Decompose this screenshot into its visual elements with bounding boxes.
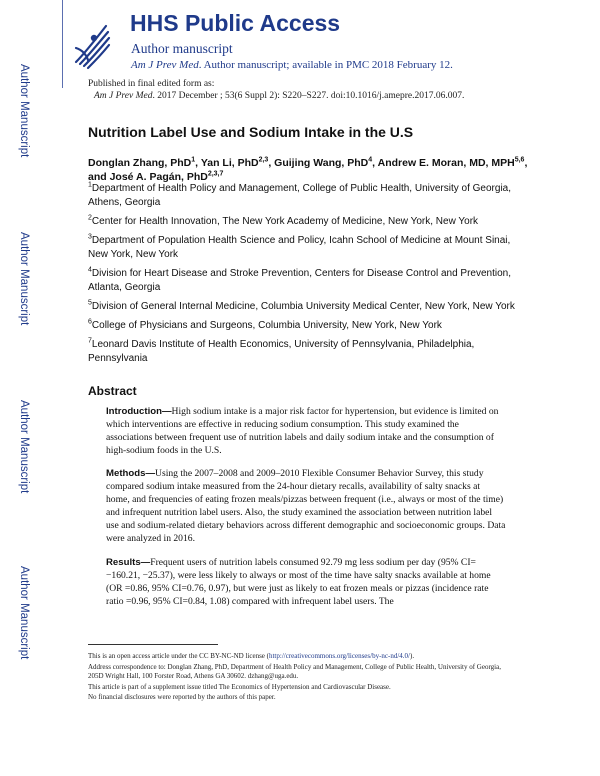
author-manuscript-margin-label: Author Manuscript bbox=[18, 566, 30, 660]
published-volume-doi: . 2017 December ; 53(6 Suppl 2): S220–S227. doi:10.1016/j.amepre.2017.06.007. bbox=[152, 91, 465, 101]
published-label: Published in final edited form as: bbox=[88, 79, 215, 89]
published-citation bbox=[88, 78, 464, 102]
author-affiliation-sup: 4 bbox=[368, 156, 373, 164]
author: Yan Li, PhD bbox=[200, 157, 259, 169]
affiliation-text: Center for Health Innovation, The New York Academy of Medicine, New York, New York bbox=[91, 216, 479, 227]
affiliation-number: 7 bbox=[88, 337, 92, 345]
author-affiliation-sup: 2,3,7 bbox=[207, 170, 224, 178]
license-note bbox=[88, 652, 508, 662]
published-details bbox=[88, 90, 464, 102]
supplement-note: This article is part of a supplement issue titled The Economics of Hypertension and Cardiovascular Disease. bbox=[88, 682, 391, 691]
affiliation-number: 2 bbox=[88, 214, 92, 222]
author-manuscript-margin-label: Author Manuscript bbox=[18, 64, 30, 158]
abstract-heading: Abstract bbox=[88, 384, 137, 398]
author: José A. Pagán, PhD bbox=[109, 171, 208, 183]
author-manuscript-margin-label: Author Manuscript bbox=[18, 232, 30, 326]
citation-rest: . Author manuscript; available in PMC 2018 February 12. bbox=[198, 59, 453, 71]
affiliation-number: 5 bbox=[88, 299, 92, 307]
affiliation-text: Leonard Davis Institute of Health Economics, University of Pennsylvania, Philadelphia, Pennsylvania bbox=[88, 339, 475, 364]
affiliation bbox=[88, 267, 528, 295]
affiliation-text: College of Physicians and Surgeons, Columbia University, New York, New York bbox=[91, 320, 442, 331]
license-text: This is an open access article under the CC BY-NC-ND license ( bbox=[88, 652, 269, 660]
disclosure-note: No financial disclosures were reported by the authors of this paper. bbox=[88, 693, 276, 702]
affiliation bbox=[88, 338, 528, 366]
journal-abbrev: Am J Prev Med bbox=[131, 59, 199, 71]
abstract-methods bbox=[106, 467, 506, 545]
manuscript-type: Author manuscript bbox=[131, 41, 233, 56]
affiliation-text: Department of Health Policy and Management, College of Public Health, University of Georgia, Athens, Georgia bbox=[88, 183, 512, 208]
publication-banner-title: HHS Public Access bbox=[130, 10, 341, 36]
affiliation-number: 4 bbox=[88, 266, 92, 274]
left-margin bbox=[0, 0, 64, 776]
author-separator: , bbox=[195, 157, 201, 169]
footnotes bbox=[88, 652, 508, 704]
correspondence-note: Address correspondence to: Donglan Zhang, PhD, Department of Health Policy and Management, College of Public Health, University of Georgia, 205D Wright Hall, 100 Forster Road, Athens GA 30602. dzhang@uga.edu. bbox=[88, 662, 501, 681]
author-separator: , bbox=[268, 157, 275, 169]
author-list bbox=[88, 156, 528, 184]
license-text-end: ). bbox=[410, 652, 415, 660]
affiliation-list bbox=[88, 182, 528, 371]
affiliation bbox=[88, 234, 528, 262]
footnote-divider bbox=[88, 644, 218, 645]
author-separator: , bbox=[372, 157, 378, 169]
affiliation bbox=[88, 215, 528, 229]
author: Andrew E. Moran, MD, MPH bbox=[377, 157, 515, 169]
author-separator: , and bbox=[88, 157, 528, 183]
affiliation-text: Division for Heart Disease and Stroke Prevention, Centers for Disease Control and Prevention, Atlanta, Georgia bbox=[88, 268, 511, 293]
abstract-results bbox=[106, 556, 506, 608]
introduction-label: Introduction— bbox=[106, 406, 172, 417]
introduction-text: High sodium intake is a major risk factor for hypertension, but evidence is limited on which interventions are effective in reducing sodium consumption. This study examined the associations between frequent use of nutrition labels and daily sodium intake and the consumption of high-sodium foods in the U.S. bbox=[106, 406, 499, 456]
author-manuscript-margin-label: Author Manuscript bbox=[18, 400, 30, 494]
author-affiliation-sup: 5,6 bbox=[514, 156, 525, 164]
methods-text: Using the 2007–2008 and 2009–2010 Flexible Consumer Behavior Survey, this study compared sodium intake measured from the 24-hour dietary recalls, availability of salty snacks at home, and frequencies of eating frozen meals/pizzas between frequent (i.e., always or most of the time) and infrequent nutrition label users. Also, the study examined the association between nutrition label use and sodium-related dietary behaviors across different demographic and socioeconomic groups. Data were analyzed in 2016. bbox=[106, 468, 506, 544]
affiliation-text: Division of General Internal Medicine, Columbia University Medical Center, New York, New York bbox=[91, 301, 515, 312]
availability-citation bbox=[131, 59, 453, 71]
hhs-eagle-logo-icon bbox=[72, 18, 112, 70]
header-divider bbox=[62, 0, 63, 88]
affiliation-number: 1 bbox=[88, 181, 92, 189]
affiliation-text: Department of Population Health Science and Policy, Icahn School of Medicine at Mount Sinai, New York, New York bbox=[88, 235, 511, 260]
article-title: Nutrition Label Use and Sodium Intake in the U.S bbox=[88, 124, 414, 140]
published-journal: Am J Prev Med bbox=[94, 91, 153, 101]
author: Donglan Zhang, PhD bbox=[88, 157, 192, 169]
abstract-introduction bbox=[106, 405, 506, 457]
author-affiliation-sup: 1 bbox=[191, 156, 196, 164]
affiliation bbox=[88, 182, 528, 210]
affiliation bbox=[88, 300, 528, 314]
results-label: Results— bbox=[106, 557, 151, 568]
affiliation bbox=[88, 319, 528, 333]
affiliation-number: 3 bbox=[88, 233, 92, 241]
license-link[interactable]: http://creativecommons.org/licenses/by-nc-nd/4.0/ bbox=[268, 652, 410, 660]
methods-label: Methods— bbox=[106, 468, 156, 479]
author: Guijing Wang, PhD bbox=[274, 157, 369, 169]
results-text: Frequent users of nutrition labels consumed 92.79 mg less sodium per day (95% CI= −160.21, −25.37), were less likely to always or most of the time have salty snacks available at home (OR =0.86, 95% CI=0.76, 0.97), but were just as likely to eat frozen meals or pizzas (incidence rate ratio =0.96, 95% CI=0.84, 1.08) compared with infrequent label users. The bbox=[106, 557, 491, 607]
author-affiliation-sup: 2,3 bbox=[258, 156, 269, 164]
affiliation-number: 6 bbox=[88, 318, 92, 326]
